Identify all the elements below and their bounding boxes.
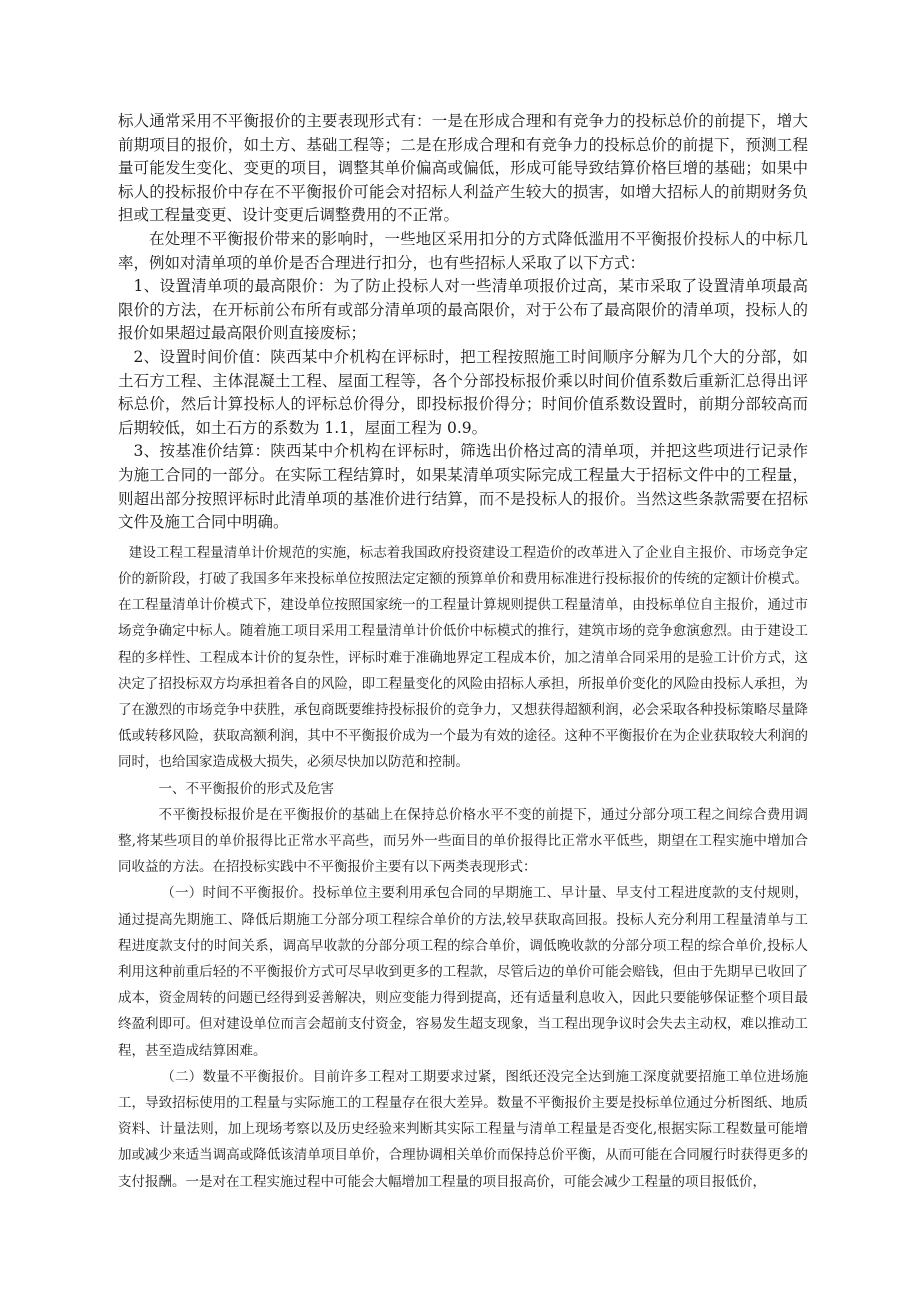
paragraph-bidding-forms: 标人通常采用不平衡报价的主要表现形式有：一是在形成合理和有竞争力的投标总价的前提下，增大前期项目的报价，如土方、基础工程等；二是在形成合理和有竞争力的投标总价的前提下，预测工程量可能发生变化、变更的项目，调整其单价偏高或偏低，形成可能导致结算价格巨增的基础；如果中标人的投标报价中存在不平衡报价可能会对招标人利益产生较大的损害，如增大招标人的前期财务负担或工程量变更、设计变更后调整费用的不正常。 [118,112,808,225]
section-heading: 一、不平衡报价的形式及危害 [158,780,334,797]
paragraph-time-imbalance: （一）时间不平衡报价。投标单位主要利用承包合同的早期施工、早计量、早支付工程进度款的支付规则，通过提高先期施工、降低后期施工分部分项工程综合单价的方法,较早获取高回报。投标人充分利用工程量清单与工程进度款支付的时间关系，调高早收款的分部分项工程的综合单价，调低晚收款的分部分项工程的综合单价,投标人利用这种前重后轻的不平衡报价方式可尽早收到更多的工程款，尽管后边的单价可能会赔钱，但由于先期早已收回了成本，资金周转的问题已经得到妥善解决，则应变能力得到提高，还有适量利息收入，因此只要能够保证整个项目最终盈利即可。但对建设单位而言会超前支付资金，容易发生超支现象，当工程出现争议时会失去主动权，难以推动工程，甚至造成结算困难。 [118,885,808,1059]
paragraph-quantity-imbalance: （二）数量不平衡报价。目前许多工程对工期要求过紧，图纸还没完全达到施工深度就要招施工单位进场施工，导致招标使用的工程量与实际施工的工程量存在很大差异。数量不平衡报价主要是投标单位通过分析图纸、地质资料、计量法则，加上现场考察以及历史经验来判断其实际工程量与清单工程量是否变化,根据实际工程数量可能增加或减少来适当调高或降低该清单项目单价，合理协调相关单价而保持总价平衡，从而可能在合同履行时获得更多的支付报酬。一是对在工程实施过程中可能会大幅增加工程量的项目报高价，可能会减少工程量的项目报低价， [118,1068,808,1190]
paragraph-intro: 建设工程工程量清单计价规范的实施，标志着我国政府投资建设工程造价的改革进入了企业自主报价、市场竞争定价的新阶段，打破了我国多年来投标单位按照法定定额的预算单价和费用标准进行投标报价的传统的定额计价模式。在工程量清单计价模式下，建设单位按照国家统一的工程量计算规则提供工程量清单，由投标单位自主报价，通过市场竞争确定中标人。随着施工项目采用工程量清单计价低价中标模式的推行，建筑市场的竞争愈演愈烈。由于建设工程的多样性、工程成本计价的复杂性，评标时难于准确地界定工程成本价，加之清单合同采用的是验工计价方式，这决定了招投标双方均承担着各自的风险，即工程量变化的风险由招标人承担，所报单价变化的风险由投标人承担，为了在激烈的市场竞争中获胜，承包商既要维持投标报价的竞争力，又想获得超额利润，必会采取各种投标策略尽量降低或转移风险，获取高额利润，其中不平衡报价成为一个最为有效的途径。这种不平衡报价在为企业获取较大利润的同时，也给国家造成极大损失，必须尽快加以防范和控制。 [118,544,808,771]
lower-text-block [118,540,808,1195]
paragraph-handling-impact: 在处理不平衡报价带来的影响时，一些地区采用扣分的方式降低滥用不平衡报价投标人的中标几率，例如对清单项的单价是否合理进行扣分，也有些招标人采取了以下方式： [118,229,808,272]
list-item-time-value: 2、设置时间价值：陕西某中介机构在评标时，把工程按照施工时间顺序分解为几个大的分部，如土石方工程、主体混凝土工程、屋面工程等，各个分部投标报价乘以时间价值系数后重新汇总得出评标总价，然后计算投标人的评标总价得分，即投标报价得分；时间价值系数设置时，前期分部较高而后期较低，如土石方的系数为 1.1，屋面工程为 0.9。 [118,347,808,437]
document-page [118,110,808,1195]
upper-text-block [118,110,808,535]
list-item-base-price: 3、按基准价结算：陕西某中介机构在评标时，筛选出价格过高的清单项，并把这些项进行记录作为施工合同的一部分。在实际工程结算时，如果某清单项实际完成工程量大于招标文件中的工程量，则超出部分按照评标时此清单项的基准价进行结算，而不是投标人的报价。当然这些条款需要在招标文件及施工合同中明确。 [118,442,808,532]
paragraph-definition: 不平衡投标报价是在平衡报价的基础上在保持总价格水平不变的前提下，通过分部分项工程之间综合费用调整,将某些项目的单价报得比正常水平高些，而另外一些面目的单价报得比正常水平低些，期望在工程实施中增加合同收益的方法。在招投标实践中不平衡报价主要有以下两类表现形式： [118,806,808,876]
list-item-max-price: 1、设置清单项的最高限价：为了防止投标人对一些清单项报价过高，某市采取了设置清单项最高限价的方法，在开标前公布所有或部分清单项的最高限价，对于公布了最高限价的清单项，投标人的报价如果超过最高限价则直接废标； [118,277,808,343]
